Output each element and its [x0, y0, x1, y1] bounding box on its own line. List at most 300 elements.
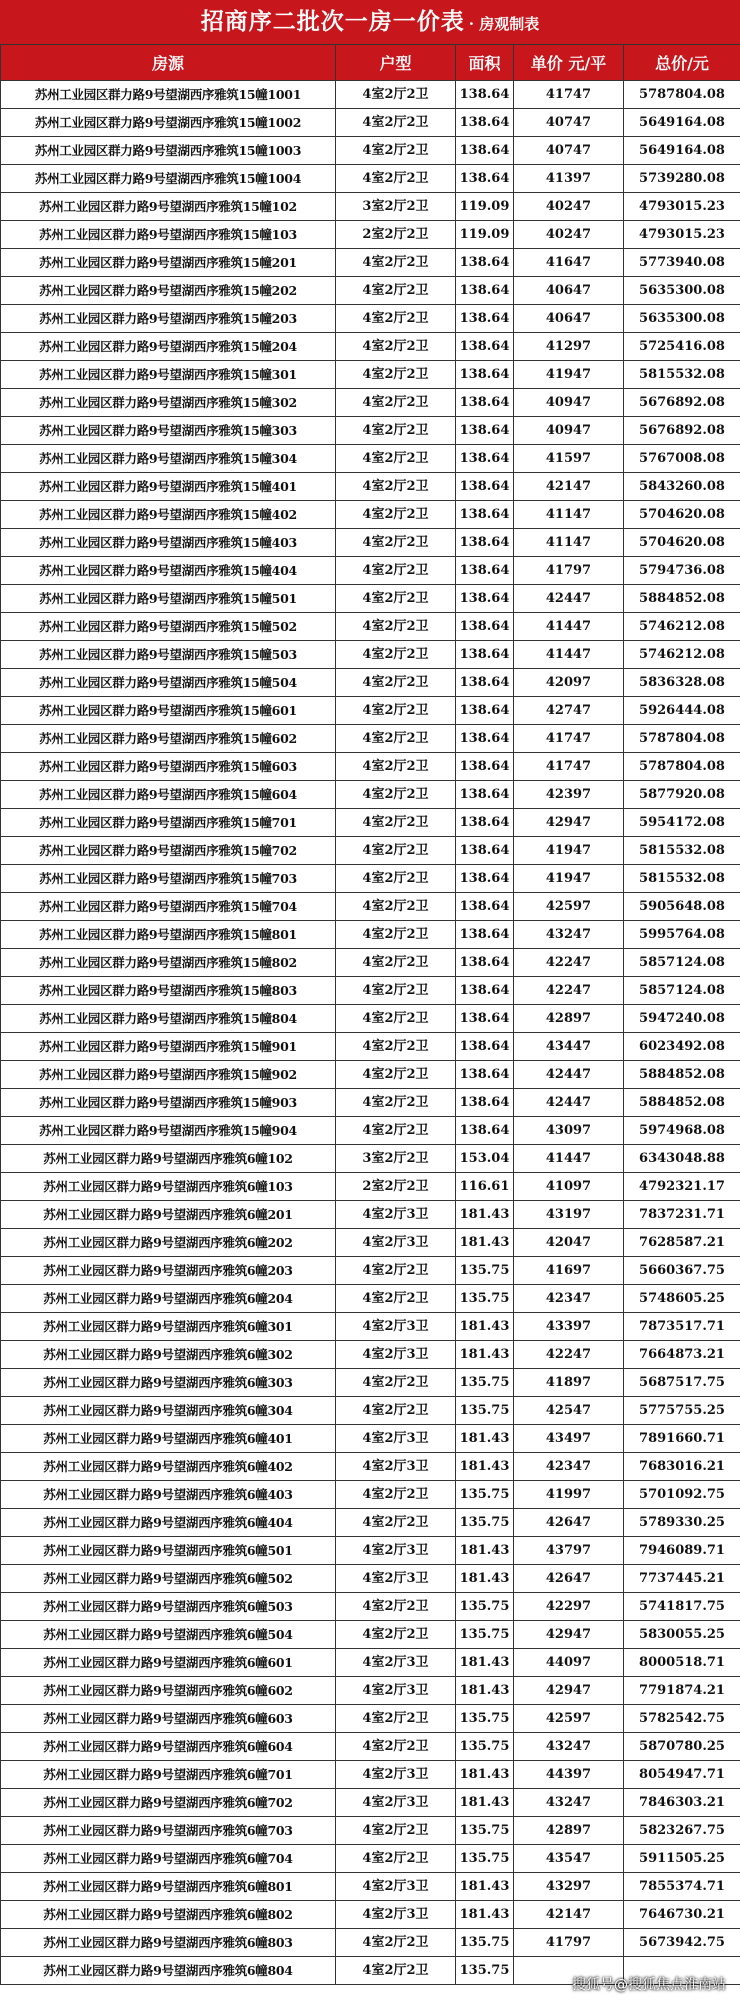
cell-room: 苏州工业园区群力路9号望湖西序雅筑6幢504 [1, 1621, 336, 1649]
col-header-area: 面积 [456, 45, 514, 81]
col-header-total-price: 总价/元 [624, 45, 740, 81]
cell-total-price: 5701092.75 [624, 1481, 740, 1509]
cell-room: 苏州工业园区群力路9号望湖西序雅筑15幢1003 [1, 137, 336, 165]
table-row [1, 1537, 740, 1565]
cell-total-price: 5687517.75 [624, 1369, 740, 1397]
cell-area: 138.64 [456, 1117, 514, 1145]
table-row [1, 1845, 740, 1873]
cell-total-price: 7791874.21 [624, 1677, 740, 1705]
cell-room: 苏州工业园区群力路9号望湖西序雅筑15幢402 [1, 501, 336, 529]
table-row [1, 893, 740, 921]
cell-total-price: 5676892.08 [624, 389, 740, 417]
cell-room: 苏州工业园区群力路9号望湖西序雅筑15幢204 [1, 333, 336, 361]
cell-layout: 4室2厅2卫 [336, 529, 456, 557]
cell-area: 181.43 [456, 1565, 514, 1593]
table-row [1, 1705, 740, 1733]
cell-total-price: 5884852.08 [624, 585, 740, 613]
cell-unit-price: 42947 [514, 809, 624, 837]
cell-unit-price: 41447 [514, 641, 624, 669]
cell-unit-price: 40647 [514, 305, 624, 333]
cell-area: 181.43 [456, 1341, 514, 1369]
table-row [1, 557, 740, 585]
cell-area: 181.43 [456, 1201, 514, 1229]
cell-room: 苏州工业园区群力路9号望湖西序雅筑6幢601 [1, 1649, 336, 1677]
table-row [1, 809, 740, 837]
table-row [1, 1733, 740, 1761]
cell-layout: 4室2厅2卫 [336, 921, 456, 949]
col-header-layout: 户型 [336, 45, 456, 81]
cell-area: 135.75 [456, 1957, 514, 1985]
table-row [1, 1565, 740, 1593]
cell-total-price: 5995764.08 [624, 921, 740, 949]
cell-unit-price: 41897 [514, 1369, 624, 1397]
cell-unit-price: 40247 [514, 193, 624, 221]
cell-area: 181.43 [456, 1901, 514, 1929]
cell-total-price: 5787804.08 [624, 753, 740, 781]
cell-total-price: 5635300.08 [624, 305, 740, 333]
cell-area: 181.43 [456, 1649, 514, 1677]
cell-total-price: 5954172.08 [624, 809, 740, 837]
cell-room: 苏州工业园区群力路9号望湖西序雅筑15幢503 [1, 641, 336, 669]
cell-area: 135.75 [456, 1257, 514, 1285]
cell-layout: 4室2厅2卫 [336, 1033, 456, 1061]
cell-total-price: 5773940.08 [624, 249, 740, 277]
cell-room: 苏州工业园区群力路9号望湖西序雅筑15幢1004 [1, 165, 336, 193]
cell-total-price: 5857124.08 [624, 977, 740, 1005]
table-row [1, 1761, 740, 1789]
cell-room: 苏州工业园区群力路9号望湖西序雅筑15幢201 [1, 249, 336, 277]
cell-layout: 4室2厅2卫 [336, 1957, 456, 1985]
cell-layout: 4室2厅2卫 [336, 1005, 456, 1033]
cell-layout: 4室2厅3卫 [336, 1229, 456, 1257]
cell-unit-price: 42297 [514, 1593, 624, 1621]
cell-unit-price: 40947 [514, 389, 624, 417]
table-row [1, 613, 740, 641]
cell-unit-price: 42897 [514, 1005, 624, 1033]
cell-room: 苏州工业园区群力路9号望湖西序雅筑6幢303 [1, 1369, 336, 1397]
cell-area: 138.64 [456, 977, 514, 1005]
cell-unit-price: 42397 [514, 781, 624, 809]
cell-room: 苏州工业园区群力路9号望湖西序雅筑15幢802 [1, 949, 336, 977]
cell-room: 苏州工业园区群力路9号望湖西序雅筑15幢703 [1, 865, 336, 893]
cell-layout: 4室2厅2卫 [336, 613, 456, 641]
cell-unit-price: 42947 [514, 1621, 624, 1649]
cell-room: 苏州工业园区群力路9号望湖西序雅筑6幢202 [1, 1229, 336, 1257]
cell-room: 苏州工业园区群力路9号望湖西序雅筑6幢804 [1, 1957, 336, 1985]
cell-layout: 4室2厅2卫 [336, 109, 456, 137]
cell-layout: 4室2厅3卫 [336, 1537, 456, 1565]
cell-total-price: 5789330.25 [624, 1509, 740, 1537]
col-header-unit-price: 单价 元/平 [514, 45, 624, 81]
cell-layout: 4室2厅2卫 [336, 249, 456, 277]
cell-layout: 4室2厅3卫 [336, 1677, 456, 1705]
table-row [1, 221, 740, 249]
price-table [0, 44, 740, 1985]
cell-area: 181.43 [456, 1229, 514, 1257]
cell-area: 138.64 [456, 305, 514, 333]
cell-unit-price: 41447 [514, 1145, 624, 1173]
table-row [1, 1817, 740, 1845]
table-row [1, 1453, 740, 1481]
table-row [1, 1285, 740, 1313]
cell-unit-price: 41147 [514, 529, 624, 557]
cell-layout: 4室2厅2卫 [336, 1369, 456, 1397]
cell-unit-price: 42547 [514, 1397, 624, 1425]
cell-room: 苏州工业园区群力路9号望湖西序雅筑15幢604 [1, 781, 336, 809]
table-row [1, 1509, 740, 1537]
table-row [1, 1229, 740, 1257]
cell-room: 苏州工业园区群力路9号望湖西序雅筑6幢503 [1, 1593, 336, 1621]
cell-area: 135.75 [456, 1733, 514, 1761]
cell-unit-price: 41447 [514, 613, 624, 641]
cell-unit-price: 41397 [514, 165, 624, 193]
cell-room: 苏州工业园区群力路9号望湖西序雅筑15幢403 [1, 529, 336, 557]
cell-unit-price: 42447 [514, 1089, 624, 1117]
cell-room: 苏州工业园区群力路9号望湖西序雅筑6幢502 [1, 1565, 336, 1593]
cell-layout: 4室2厅2卫 [336, 417, 456, 445]
cell-total-price: 5767008.08 [624, 445, 740, 473]
cell-total-price: 5704620.08 [624, 501, 740, 529]
cell-room: 苏州工业园区群力路9号望湖西序雅筑6幢501 [1, 1537, 336, 1565]
cell-area: 138.64 [456, 949, 514, 977]
cell-area: 181.43 [456, 1789, 514, 1817]
cell-room: 苏州工业园区群力路9号望湖西序雅筑6幢802 [1, 1901, 336, 1929]
cell-total-price: 6343048.88 [624, 1145, 740, 1173]
cell-unit-price: 43547 [514, 1845, 624, 1873]
table-row [1, 585, 740, 613]
table-row [1, 1677, 740, 1705]
cell-room: 苏州工业园区群力路9号望湖西序雅筑6幢401 [1, 1425, 336, 1453]
table-row [1, 109, 740, 137]
cell-area: 135.75 [456, 1397, 514, 1425]
table-row [1, 949, 740, 977]
cell-area: 138.64 [456, 697, 514, 725]
table-row [1, 277, 740, 305]
cell-layout: 4室2厅2卫 [336, 1397, 456, 1425]
cell-room: 苏州工业园区群力路9号望湖西序雅筑15幢203 [1, 305, 336, 333]
cell-layout: 4室2厅2卫 [336, 473, 456, 501]
cell-unit-price: 42247 [514, 1341, 624, 1369]
cell-layout: 4室2厅2卫 [336, 1593, 456, 1621]
cell-room: 苏州工业园区群力路9号望湖西序雅筑15幢102 [1, 193, 336, 221]
cell-area: 138.64 [456, 361, 514, 389]
cell-layout: 4室2厅2卫 [336, 781, 456, 809]
cell-layout: 4室2厅2卫 [336, 669, 456, 697]
cell-unit-price: 42347 [514, 1453, 624, 1481]
cell-area: 138.64 [456, 529, 514, 557]
col-header-room: 房源 [1, 45, 336, 81]
cell-room: 苏州工业园区群力路9号望湖西序雅筑15幢502 [1, 613, 336, 641]
cell-area: 138.64 [456, 725, 514, 753]
cell-room: 苏州工业园区群力路9号望湖西序雅筑6幢404 [1, 1509, 336, 1537]
cell-unit-price: 43447 [514, 1033, 624, 1061]
cell-room: 苏州工业园区群力路9号望湖西序雅筑15幢303 [1, 417, 336, 445]
cell-layout: 4室2厅2卫 [336, 1929, 456, 1957]
cell-area: 138.64 [456, 669, 514, 697]
cell-total-price: 5676892.08 [624, 417, 740, 445]
cell-room: 苏州工业园区群力路9号望湖西序雅筑15幢701 [1, 809, 336, 837]
cell-total-price: 5836328.08 [624, 669, 740, 697]
cell-area: 181.43 [456, 1761, 514, 1789]
cell-layout: 4室2厅2卫 [336, 81, 456, 109]
cell-room: 苏州工业园区群力路9号望湖西序雅筑15幢901 [1, 1033, 336, 1061]
cell-area: 181.43 [456, 1313, 514, 1341]
table-body [1, 81, 740, 1985]
cell-total-price: 7891660.71 [624, 1425, 740, 1453]
cell-layout: 4室2厅2卫 [336, 1285, 456, 1313]
cell-room: 苏州工业园区群力路9号望湖西序雅筑15幢903 [1, 1089, 336, 1117]
cell-layout: 4室2厅2卫 [336, 361, 456, 389]
cell-total-price: 5877920.08 [624, 781, 740, 809]
cell-room: 苏州工业园区群力路9号望湖西序雅筑6幢704 [1, 1845, 336, 1873]
cell-layout: 4室2厅2卫 [336, 389, 456, 417]
cell-unit-price: 42447 [514, 1061, 624, 1089]
cell-room: 苏州工业园区群力路9号望湖西序雅筑15幢103 [1, 221, 336, 249]
cell-area: 181.43 [456, 1453, 514, 1481]
cell-unit-price: 42897 [514, 1817, 624, 1845]
watermark: 搜狐号@搜狐焦点淮南站 [572, 1977, 726, 1993]
cell-layout: 3室2厅2卫 [336, 193, 456, 221]
cell-layout: 4室2厅2卫 [336, 641, 456, 669]
cell-total-price: 5870780.25 [624, 1733, 740, 1761]
cell-unit-price: 42947 [514, 1677, 624, 1705]
cell-layout: 4室2厅3卫 [336, 1425, 456, 1453]
table-row [1, 361, 740, 389]
cell-room: 苏州工业园区群力路9号望湖西序雅筑6幢702 [1, 1789, 336, 1817]
cell-layout: 4室2厅2卫 [336, 977, 456, 1005]
table-row [1, 417, 740, 445]
cell-layout: 4室2厅2卫 [336, 1733, 456, 1761]
cell-total-price: 5782542.75 [624, 1705, 740, 1733]
cell-layout: 4室2厅2卫 [336, 865, 456, 893]
cell-layout: 4室2厅2卫 [336, 1481, 456, 1509]
cell-layout: 4室2厅2卫 [336, 697, 456, 725]
cell-area: 135.75 [456, 1705, 514, 1733]
table-row [1, 1201, 740, 1229]
cell-room: 苏州工业园区群力路9号望湖西序雅筑6幢801 [1, 1873, 336, 1901]
cell-total-price: 5704620.08 [624, 529, 740, 557]
cell-unit-price: 42597 [514, 1705, 624, 1733]
cell-layout: 4室2厅3卫 [336, 1341, 456, 1369]
cell-unit-price: 42597 [514, 893, 624, 921]
table-row [1, 837, 740, 865]
cell-total-price: 5660367.75 [624, 1257, 740, 1285]
cell-room: 苏州工业园区群力路9号望湖西序雅筑15幢804 [1, 1005, 336, 1033]
cell-layout: 4室2厅3卫 [336, 1201, 456, 1229]
cell-area: 135.75 [456, 1845, 514, 1873]
cell-layout: 4室2厅2卫 [336, 277, 456, 305]
cell-layout: 4室2厅2卫 [336, 585, 456, 613]
cell-room: 苏州工业园区群力路9号望湖西序雅筑6幢203 [1, 1257, 336, 1285]
cell-layout: 4室2厅3卫 [336, 1761, 456, 1789]
cell-total-price: 5884852.08 [624, 1089, 740, 1117]
cell-layout: 2室2厅2卫 [336, 221, 456, 249]
cell-room: 苏州工业园区群力路9号望湖西序雅筑15幢301 [1, 361, 336, 389]
cell-layout: 4室2厅2卫 [336, 1257, 456, 1285]
cell-unit-price: 43797 [514, 1537, 624, 1565]
cell-room: 苏州工业园区群力路9号望湖西序雅筑15幢702 [1, 837, 336, 865]
cell-total-price: 7628587.21 [624, 1229, 740, 1257]
cell-total-price: 5905648.08 [624, 893, 740, 921]
cell-layout: 4室2厅2卫 [336, 137, 456, 165]
cell-room: 苏州工业园区群力路9号望湖西序雅筑15幢603 [1, 753, 336, 781]
cell-total-price: 7846303.21 [624, 1789, 740, 1817]
cell-area: 119.09 [456, 193, 514, 221]
table-row [1, 1397, 740, 1425]
cell-room: 苏州工业园区群力路9号望湖西序雅筑15幢902 [1, 1061, 336, 1089]
cell-area: 138.64 [456, 1005, 514, 1033]
cell-area: 138.64 [456, 1033, 514, 1061]
table-row [1, 865, 740, 893]
cell-total-price: 5787804.08 [624, 81, 740, 109]
cell-total-price: 5823267.75 [624, 1817, 740, 1845]
cell-room: 苏州工业园区群力路9号望湖西序雅筑6幢204 [1, 1285, 336, 1313]
cell-layout: 4室2厅3卫 [336, 1565, 456, 1593]
cell-layout: 4室2厅2卫 [336, 557, 456, 585]
table-row [1, 1061, 740, 1089]
cell-total-price: 5649164.08 [624, 137, 740, 165]
cell-area: 138.64 [456, 781, 514, 809]
cell-total-price: 5635300.08 [624, 277, 740, 305]
cell-area: 138.64 [456, 585, 514, 613]
cell-room: 苏州工业园区群力路9号望湖西序雅筑15幢304 [1, 445, 336, 473]
cell-layout: 4室2厅2卫 [336, 1089, 456, 1117]
cell-unit-price: 41597 [514, 445, 624, 473]
cell-layout: 4室2厅2卫 [336, 1061, 456, 1089]
cell-total-price: 5815532.08 [624, 865, 740, 893]
table-row [1, 725, 740, 753]
cell-unit-price: 42347 [514, 1285, 624, 1313]
table-row [1, 1649, 740, 1677]
cell-layout: 4室2厅2卫 [336, 837, 456, 865]
table-row [1, 1257, 740, 1285]
table-row [1, 1425, 740, 1453]
cell-total-price: 5884852.08 [624, 1061, 740, 1089]
cell-room: 苏州工业园区群力路9号望湖西序雅筑6幢304 [1, 1397, 336, 1425]
cell-room: 苏州工业园区群力路9号望湖西序雅筑6幢602 [1, 1677, 336, 1705]
cell-total-price: 4793015.23 [624, 193, 740, 221]
cell-unit-price: 42147 [514, 473, 624, 501]
table-row [1, 165, 740, 193]
cell-room: 苏州工业园区群力路9号望湖西序雅筑15幢801 [1, 921, 336, 949]
cell-room: 苏州工业园区群力路9号望湖西序雅筑6幢301 [1, 1313, 336, 1341]
cell-room: 苏州工业园区群力路9号望湖西序雅筑15幢704 [1, 893, 336, 921]
cell-total-price: 7737445.21 [624, 1565, 740, 1593]
cell-area: 135.75 [456, 1509, 514, 1537]
cell-room: 苏州工业园区群力路9号望湖西序雅筑15幢504 [1, 669, 336, 697]
cell-area: 138.64 [456, 389, 514, 417]
cell-area: 138.64 [456, 837, 514, 865]
cell-unit-price: 41747 [514, 725, 624, 753]
cell-area: 135.75 [456, 1285, 514, 1313]
cell-unit-price: 41797 [514, 1929, 624, 1957]
cell-total-price: 4793015.23 [624, 221, 740, 249]
cell-room: 苏州工业园区群力路9号望湖西序雅筑15幢404 [1, 557, 336, 585]
cell-total-price: 5787804.08 [624, 725, 740, 753]
page-title: 招商序二批次一房一价表 [200, 8, 465, 35]
cell-area: 181.43 [456, 1677, 514, 1705]
cell-layout: 4室2厅3卫 [336, 1901, 456, 1929]
cell-layout: 4室2厅2卫 [336, 165, 456, 193]
cell-room: 苏州工业园区群力路9号望湖西序雅筑15幢1002 [1, 109, 336, 137]
table-row [1, 753, 740, 781]
table-row [1, 333, 740, 361]
cell-unit-price: 42747 [514, 697, 624, 725]
cell-layout: 4室2厅2卫 [336, 1621, 456, 1649]
cell-unit-price: 43497 [514, 1425, 624, 1453]
cell-area: 181.43 [456, 1537, 514, 1565]
cell-total-price: 5911505.25 [624, 1845, 740, 1873]
cell-unit-price: 44097 [514, 1649, 624, 1677]
cell-room: 苏州工业园区群力路9号望湖西序雅筑6幢402 [1, 1453, 336, 1481]
table-row [1, 781, 740, 809]
cell-total-price: 5857124.08 [624, 949, 740, 977]
cell-layout: 4室2厅3卫 [336, 1789, 456, 1817]
cell-area: 138.64 [456, 501, 514, 529]
cell-room: 苏州工业园区群力路9号望湖西序雅筑15幢401 [1, 473, 336, 501]
table-row [1, 1173, 740, 1201]
cell-total-price: 5649164.08 [624, 109, 740, 137]
cell-unit-price: 41997 [514, 1481, 624, 1509]
cell-unit-price: 40647 [514, 277, 624, 305]
cell-layout: 4室2厅2卫 [336, 1117, 456, 1145]
cell-room: 苏州工业园区群力路9号望湖西序雅筑15幢1001 [1, 81, 336, 109]
table-row [1, 1621, 740, 1649]
cell-unit-price: 42097 [514, 669, 624, 697]
cell-unit-price: 41097 [514, 1173, 624, 1201]
cell-unit-price: 43397 [514, 1313, 624, 1341]
cell-unit-price: 43247 [514, 921, 624, 949]
cell-layout: 4室2厅2卫 [336, 305, 456, 333]
cell-area: 138.64 [456, 81, 514, 109]
cell-room: 苏州工业园区群力路9号望湖西序雅筑15幢904 [1, 1117, 336, 1145]
table-header [1, 45, 740, 81]
cell-total-price: 5725416.08 [624, 333, 740, 361]
cell-area: 138.64 [456, 557, 514, 585]
cell-area: 138.64 [456, 613, 514, 641]
table-row [1, 977, 740, 1005]
cell-unit-price: 40747 [514, 109, 624, 137]
table-row [1, 1929, 740, 1957]
table-row [1, 1369, 740, 1397]
cell-area: 138.64 [456, 249, 514, 277]
cell-layout: 4室2厅2卫 [336, 1509, 456, 1537]
cell-unit-price: 42047 [514, 1229, 624, 1257]
cell-area: 138.64 [456, 445, 514, 473]
cell-unit-price: 42447 [514, 585, 624, 613]
table-row [1, 669, 740, 697]
cell-room: 苏州工业园区群力路9号望湖西序雅筑15幢601 [1, 697, 336, 725]
cell-area: 135.75 [456, 1593, 514, 1621]
table-row [1, 249, 740, 277]
cell-area: 135.75 [456, 1369, 514, 1397]
cell-unit-price: 41947 [514, 361, 624, 389]
cell-total-price: 5746212.08 [624, 613, 740, 641]
cell-total-price: 5739280.08 [624, 165, 740, 193]
cell-total-price: 5815532.08 [624, 361, 740, 389]
cell-total-price: 5926444.08 [624, 697, 740, 725]
cell-room: 苏州工业园区群力路9号望湖西序雅筑6幢302 [1, 1341, 336, 1369]
page-subtitle: · 房观制表 [468, 15, 540, 33]
cell-unit-price: 43097 [514, 1117, 624, 1145]
cell-layout: 4室2厅3卫 [336, 1649, 456, 1677]
cell-total-price: 5974968.08 [624, 1117, 740, 1145]
cell-unit-price: 41947 [514, 837, 624, 865]
table-row [1, 1901, 740, 1929]
table-row [1, 305, 740, 333]
cell-room: 苏州工业园区群力路9号望湖西序雅筑6幢604 [1, 1733, 336, 1761]
table-row [1, 529, 740, 557]
